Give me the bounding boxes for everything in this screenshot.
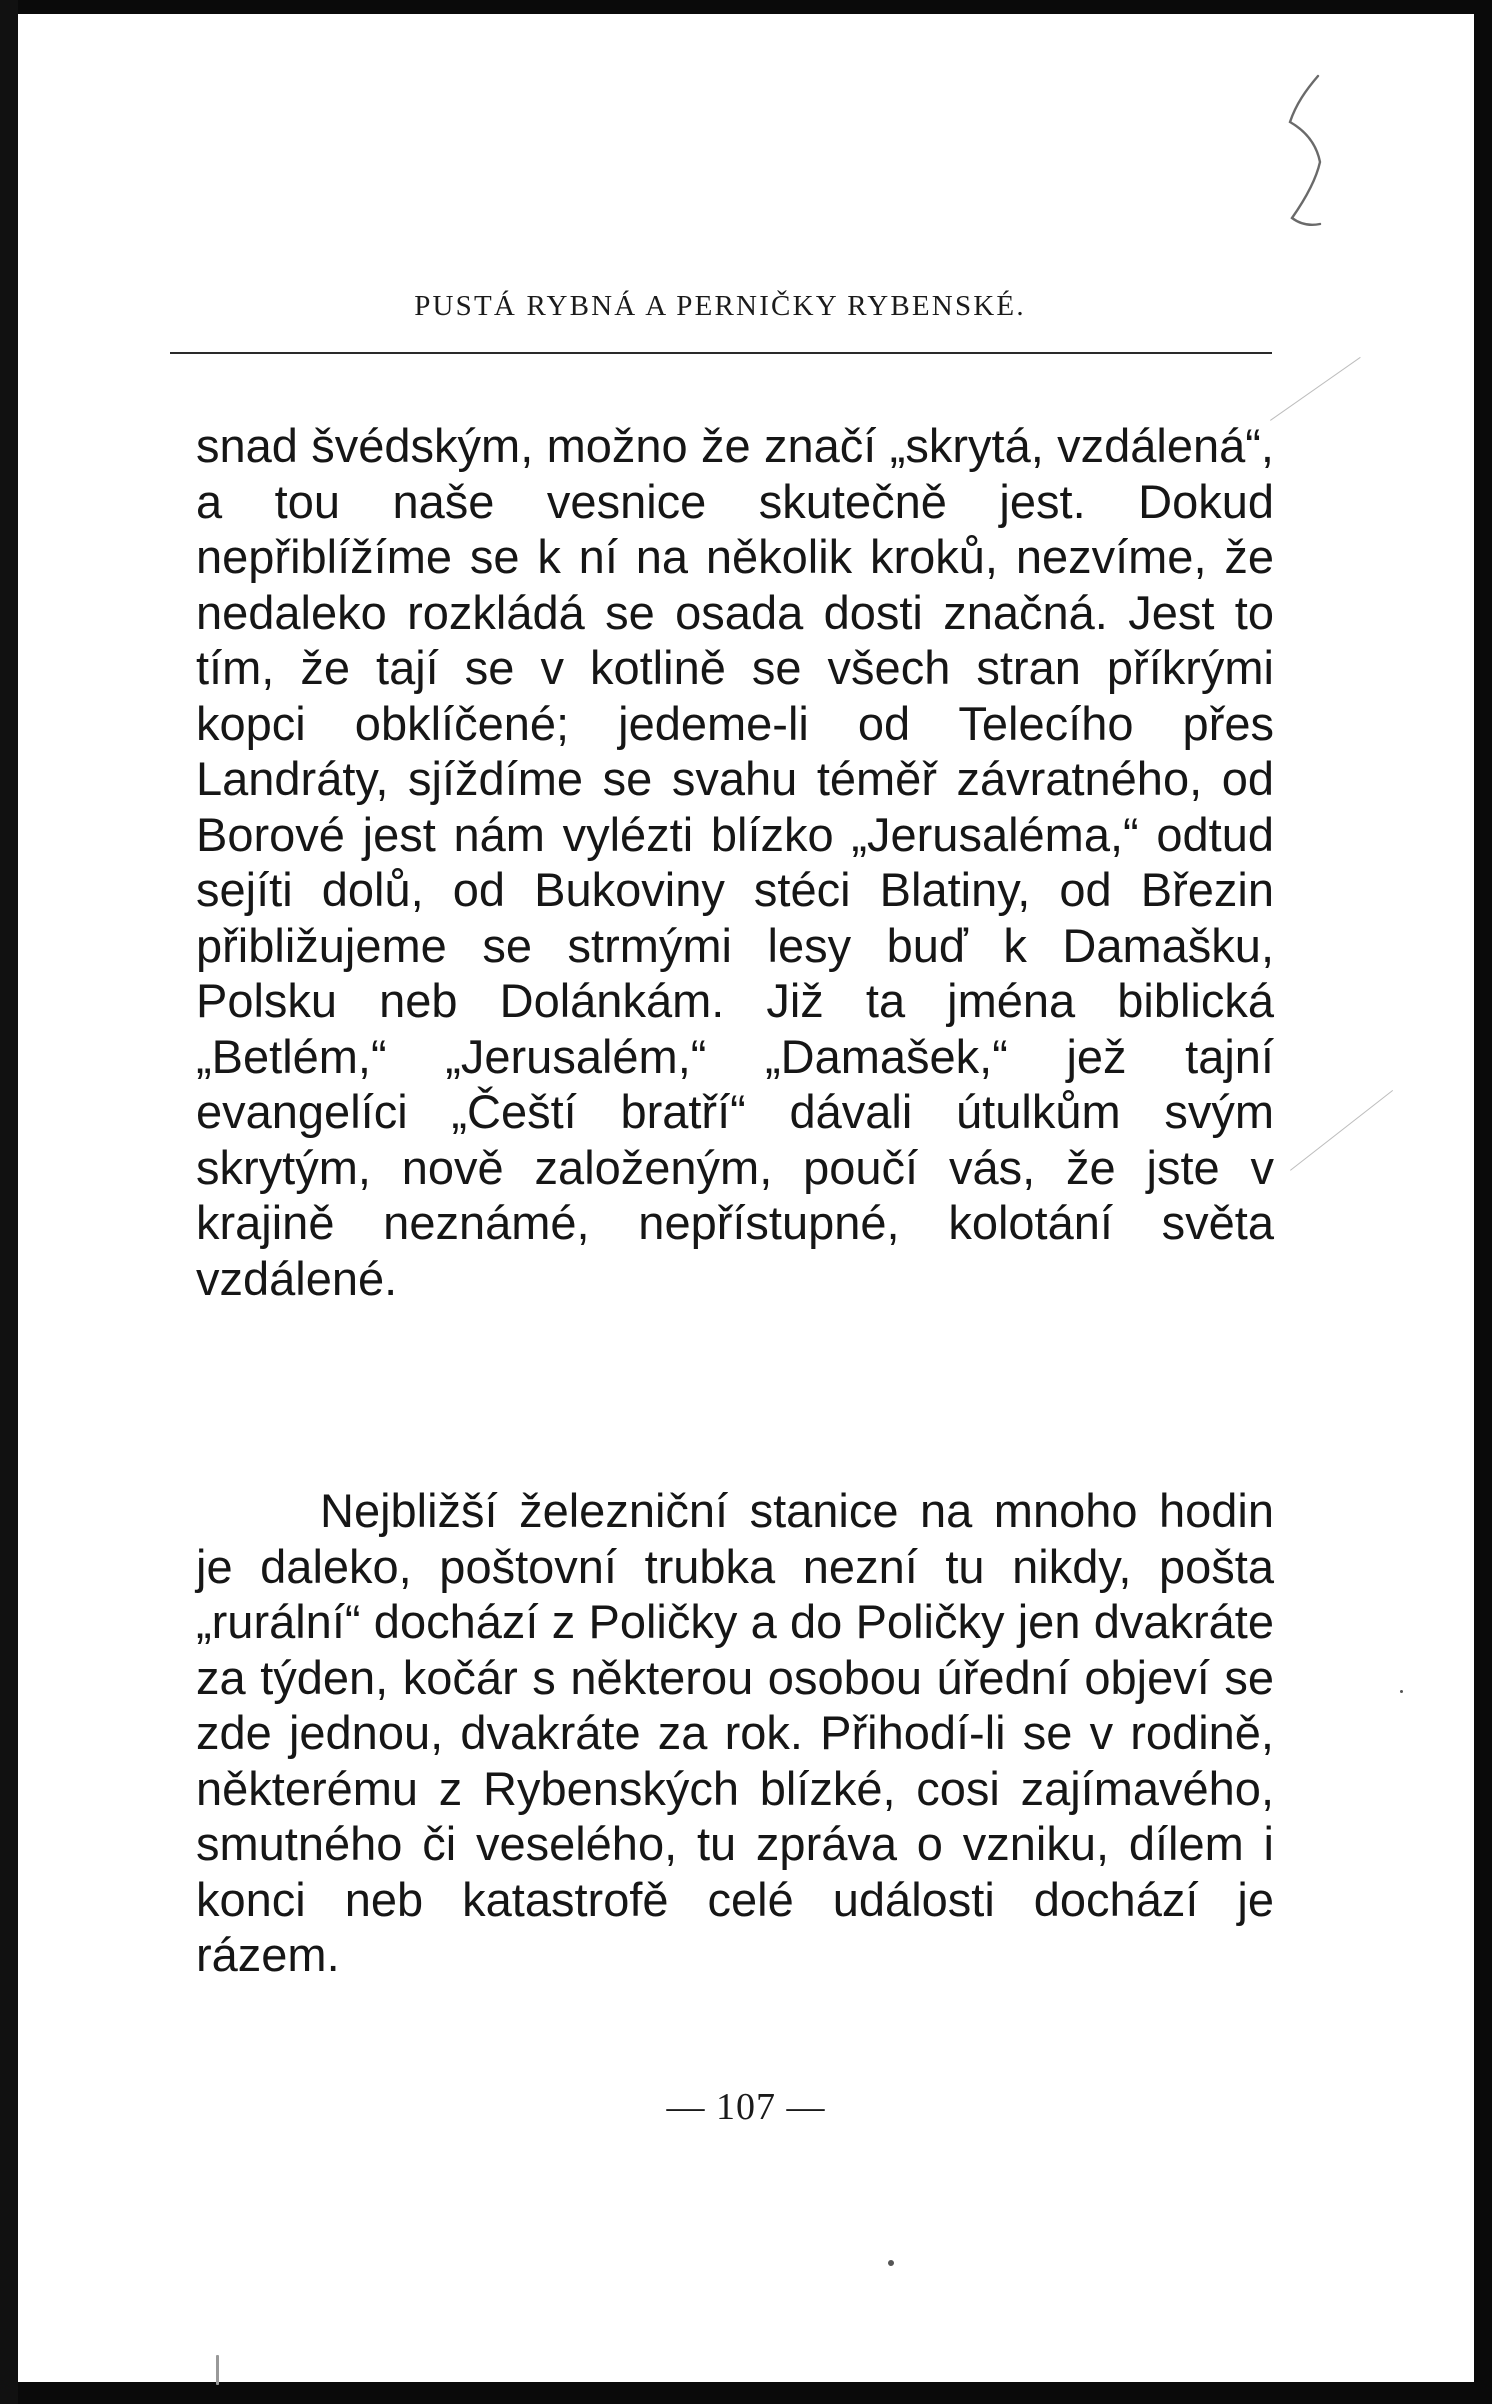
header-rule [170, 352, 1272, 354]
paragraph-2: Nejbližší železniční stanice na mnoho hodin je daleko, poštovní trubka nezní tu nikdy, pošta „rurální“ dochází z Poličky a do Poličky jen dvakráte za týden, kočár s některou osobou úřední objeví se zde jednou, dvakráte za rok. Přihodí-li se v rodině, některému z Rybenských blízké, cosi zajímavého, smutného či veselého, tu zpráva o vzniku, dílem i konci neb katastrofě celé události dochází je rázem. [196, 1484, 1274, 1981]
pencil-annotation-icon [1270, 70, 1340, 240]
paper-speck [888, 2260, 894, 2266]
running-head: PUSTÁ RYBNÁ A PERNIČKY RYBENSKÉ. [414, 290, 1026, 322]
paragraph-1: snad švédským, možno že značí „skrytá, vzdálená“, a tou naše vesnice skutečně jest. Dokud nepřiblížíme se k ní na několik kroků, nezvíme, že nedaleko rozkládá se osada dosti značná. Jest to tím, že tají se v kotlině se všech stran příkrými kopci obklíčené; jedeme-li od Telecího přes Landráty, sjíždíme se svahu téměř závratného, od Borové jest nám vylézti blízko „Jerusaléma,“ odtud sejíti dolů, od Bukoviny stéci Blatiny, od Březin přibližujeme se strmými lesy buď k Damašku, Polsku neb Dolánkám. Již ta jména biblická „Betlém,“ „Jerusalém,“ „Damašek,“ jež tajní evangelíci „Čeští bratří“ dávali útulkům svým skrytým, nově založeným, poučí vás, že jste v krajině neznámé, nepřístupné, kolotání světa vzdálené. [196, 419, 1274, 1305]
scan-edge [0, 0, 18, 2404]
page-number: — 107 — [666, 2086, 826, 2128]
paper-speck [1400, 1690, 1403, 1693]
paper-speck [216, 2355, 219, 2385]
